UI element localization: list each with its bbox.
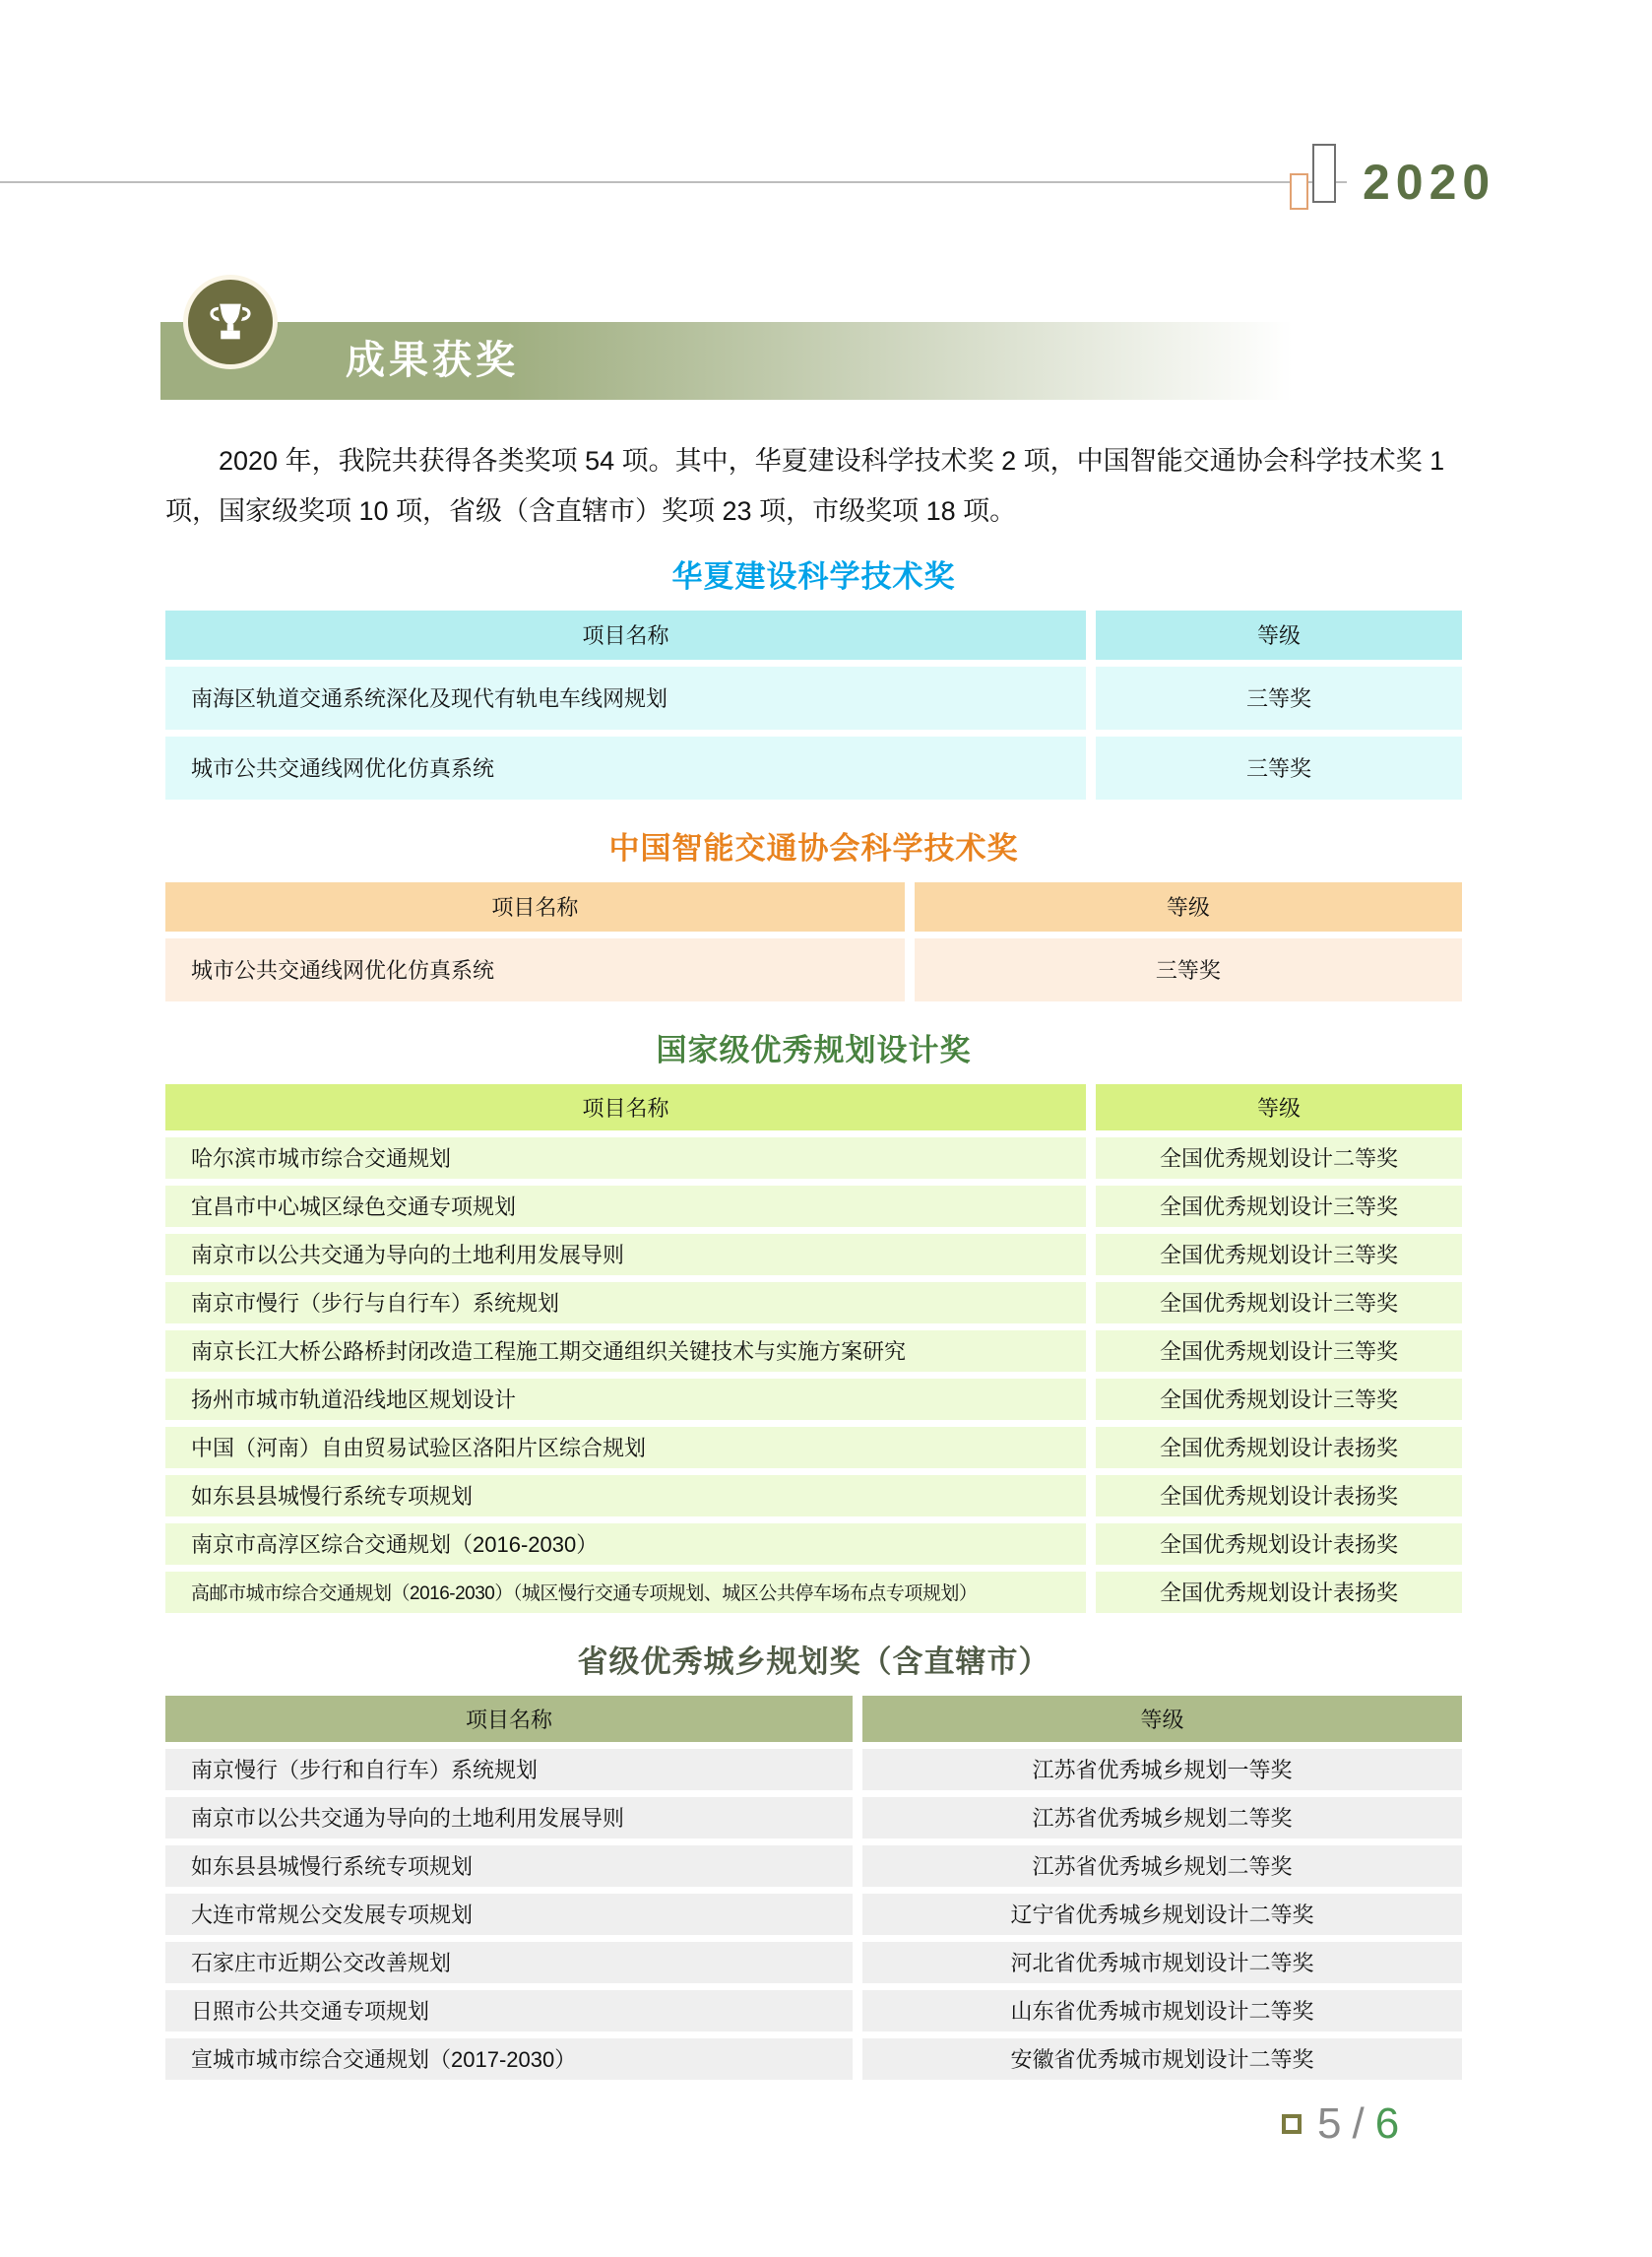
intro-paragraph: 2020 年，我院共获得各类奖项 54 项。其中，华夏建设科学技术奖 2 项，中国智能交通协会科学技术奖 1 项，国家级奖项 10 项，省级（含直辖市）奖项 23 项，市级奖项 18 项。: [165, 446, 1445, 527]
content-column: [165, 436, 1462, 2080]
table-row: [165, 1797, 1462, 1838]
table-row: [165, 737, 1462, 800]
award-grade-cell: 全国优秀规划设计表扬奖: [1096, 1475, 1462, 1516]
award-grade-cell: 辽宁省优秀城乡规划设计二等奖: [862, 1894, 1462, 1935]
table-row: [165, 1894, 1462, 1935]
project-name-cell: 南京市高淳区综合交通规划（2016-2030）: [165, 1523, 1086, 1565]
section-title: 国家级优秀规划设计奖: [656, 1032, 972, 1067]
table-row: [165, 1186, 1462, 1227]
column-header-grade: 等级: [915, 882, 1462, 932]
table-row: [165, 1379, 1462, 1420]
column-header-project: 项目名称: [165, 1696, 853, 1742]
project-name-cell: 南京市慢行（步行与自行车）系统规划: [165, 1282, 1086, 1323]
table-row: [165, 1282, 1462, 1323]
page-footer: [1282, 2099, 1402, 2149]
project-name-cell: 高邮市城市综合交通规划（2016-2030）（城区慢行交通专项规划、城区公共停车场布点专项规划）: [165, 1572, 1086, 1613]
project-name-cell: 城市公共交通线网优化仿真系统: [165, 737, 1086, 800]
table-row: [165, 2038, 1462, 2080]
section-title: 华夏建设科学技术奖: [671, 558, 956, 594]
award-grade-cell: 江苏省优秀城乡规划二等奖: [862, 1797, 1462, 1838]
award-table: [165, 1084, 1462, 1613]
project-name-cell: 扬州市城市轨道沿线地区规划设计: [165, 1379, 1086, 1420]
award-grade-cell: 全国优秀规划设计三等奖: [1096, 1234, 1462, 1275]
project-name-cell: 南京长江大桥公路桥封闭改造工程施工期交通组织关键技术与实施方案研究: [165, 1330, 1086, 1372]
table-header-row: [165, 611, 1462, 660]
square-marker-icon: [1282, 2114, 1302, 2134]
logo-accent-rect-small: [1290, 173, 1308, 210]
award-grade-cell: 江苏省优秀城乡规划二等奖: [862, 1845, 1462, 1887]
project-name-cell: 哈尔滨市城市综合交通规划: [165, 1137, 1086, 1179]
column-header-grade: 等级: [1096, 611, 1462, 660]
total-pages: 6: [1374, 2099, 1403, 2148]
table-row: [165, 1234, 1462, 1275]
award-section-2: [165, 823, 1462, 1001]
project-name-cell: 城市公共交通线网优化仿真系统: [165, 938, 905, 1001]
column-header-project: 项目名称: [165, 611, 1086, 660]
table-row: [165, 1427, 1462, 1468]
column-header-project: 项目名称: [165, 1084, 1086, 1130]
page-number: [1317, 2099, 1402, 2149]
column-header-grade: 等级: [1096, 1084, 1462, 1130]
table-header-row: [165, 1084, 1462, 1130]
award-grade-cell: 全国优秀规划设计表扬奖: [1096, 1427, 1462, 1468]
project-name-cell: 大连市常规公交发展专项规划: [165, 1894, 853, 1935]
award-grade-cell: 三等奖: [1096, 737, 1462, 800]
table-row: [165, 1572, 1462, 1613]
award-grade-cell: 三等奖: [1096, 667, 1462, 730]
award-grade-cell: 全国优秀规划设计三等奖: [1096, 1330, 1462, 1372]
table-row: [165, 1137, 1462, 1179]
project-name-cell: 宜昌市中心城区绿色交通专项规划: [165, 1186, 1086, 1227]
table-header-row: [165, 882, 1462, 932]
table-row: [165, 1942, 1462, 1983]
project-name-cell: 石家庄市近期公交改善规划: [165, 1942, 853, 1983]
table-row: [165, 1749, 1462, 1790]
table-row: [165, 1523, 1462, 1565]
award-table: [165, 882, 1462, 1001]
table-row: [165, 667, 1462, 730]
project-name-cell: 如东县县城慢行系统专项规划: [165, 1475, 1086, 1516]
project-name-cell: 中国（河南）自由贸易试验区洛阳片区综合规划: [165, 1427, 1086, 1468]
top-rule-line: [0, 181, 1347, 183]
project-name-cell: 南京市以公共交通为导向的土地利用发展导则: [165, 1797, 853, 1838]
award-table: [165, 1696, 1462, 2080]
award-grade-cell: 全国优秀规划设计三等奖: [1096, 1282, 1462, 1323]
award-section-1: [165, 551, 1462, 800]
award-grade-cell: 山东省优秀城市规划设计二等奖: [862, 1990, 1462, 2031]
logo-accent-rect-large: [1312, 144, 1336, 203]
page-separator: /: [1352, 2099, 1367, 2148]
award-grade-cell: 全国优秀规划设计表扬奖: [1096, 1523, 1462, 1565]
table-row: [165, 938, 1462, 1001]
project-name-cell: 宣城市城市综合交通规划（2017-2030）: [165, 2038, 853, 2080]
year-logo: 2020: [1363, 155, 1496, 210]
project-name-cell: 日照市公共交通专项规划: [165, 1990, 853, 2031]
award-grade-cell: 江苏省优秀城乡规划一等奖: [862, 1749, 1462, 1790]
project-name-cell: 南京市以公共交通为导向的土地利用发展导则: [165, 1234, 1086, 1275]
sections: [165, 551, 1462, 2080]
award-grade-cell: 全国优秀规划设计二等奖: [1096, 1137, 1462, 1179]
table-row: [165, 1845, 1462, 1887]
current-page: 5: [1317, 2099, 1345, 2148]
award-grade-cell: 全国优秀规划设计三等奖: [1096, 1379, 1462, 1420]
column-header-project: 项目名称: [165, 882, 905, 932]
award-section-3: [165, 1025, 1462, 1613]
section-title: 中国智能交通协会科学技术奖: [608, 830, 1019, 866]
table-row: [165, 1475, 1462, 1516]
trophy-icon: [183, 275, 278, 369]
table-header-row: [165, 1696, 1462, 1742]
column-header-grade: 等级: [862, 1696, 1462, 1742]
project-name-cell: 南京慢行（步行和自行车）系统规划: [165, 1749, 853, 1790]
table-row: [165, 1990, 1462, 2031]
award-grade-cell: 河北省优秀城市规划设计二等奖: [862, 1942, 1462, 1983]
award-grade-cell: 全国优秀规划设计表扬奖: [1096, 1572, 1462, 1613]
banner-title: 成果获奖: [346, 339, 519, 382]
award-grade-cell: 三等奖: [915, 938, 1462, 1001]
award-grade-cell: 全国优秀规划设计三等奖: [1096, 1186, 1462, 1227]
award-grade-cell: 安徽省优秀城市规划设计二等奖: [862, 2038, 1462, 2080]
award-table: [165, 611, 1462, 800]
section-banner: [160, 322, 1391, 400]
award-section-4: [165, 1637, 1462, 2080]
project-name-cell: 如东县县城慢行系统专项规划: [165, 1845, 853, 1887]
project-name-cell: 南海区轨道交通系统深化及现代有轨电车线网规划: [165, 667, 1086, 730]
table-row: [165, 1330, 1462, 1372]
section-title: 省级优秀城乡规划奖（含直辖市）: [577, 1644, 1050, 1679]
